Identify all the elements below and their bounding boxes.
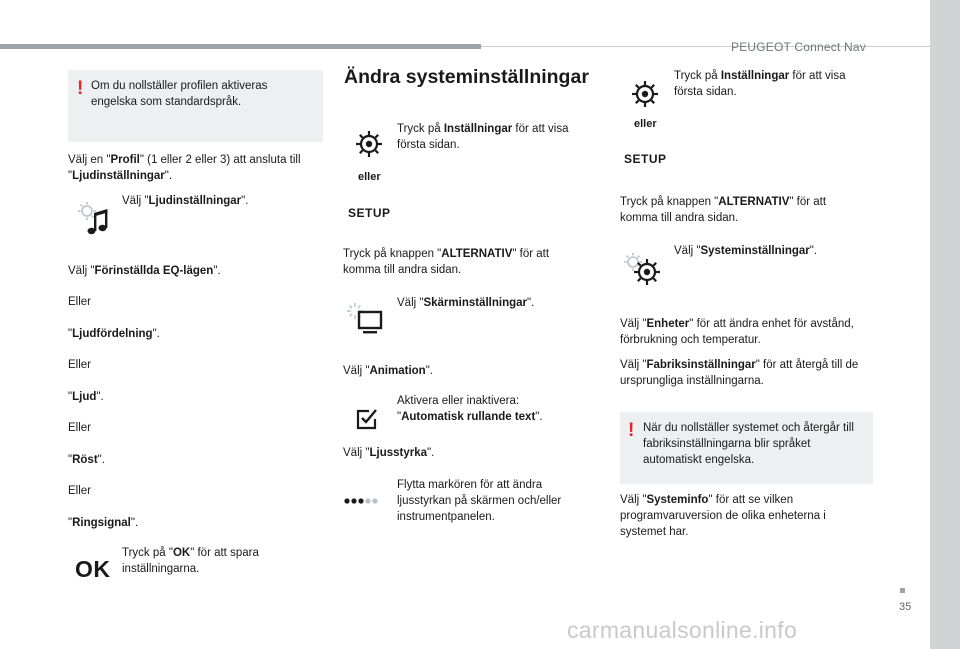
option-sound: "Ljud".	[68, 391, 104, 403]
brightness-slider-icon	[344, 496, 380, 506]
header-rule	[0, 44, 481, 49]
step-press-settings: Tryck på Inställningar för att visa första sidan.	[397, 123, 569, 151]
setup-button-label: SETUP	[348, 206, 391, 220]
step-toggle-auto-scroll: Aktivera eller inaktivera: "Automatisk rullande text".	[397, 395, 543, 423]
or-text: Eller	[68, 485, 92, 497]
paragraph-profile: Välj en "Profil" (1 eller 2 eller 3) att ansluta till "Ljudinställningar".	[68, 154, 301, 182]
gear-icon	[631, 80, 659, 108]
end-bullet	[900, 588, 905, 593]
page-header-title: PEUGEOT Connect Nav	[731, 40, 866, 54]
section-heading: Ändra systeminställningar	[344, 66, 589, 88]
gear-icon	[355, 130, 383, 158]
option-sound-distribution: "Ljudfördelning".	[68, 328, 160, 340]
or-label: eller	[358, 171, 381, 183]
warning-icon: !	[77, 78, 84, 99]
step-select-sound-settings: Välj "Ljudinställningar".	[122, 195, 249, 207]
note-text: Om du nollställer profilen aktiveras engelska som standardspråk.	[91, 80, 268, 108]
note-text: När du nollställer systemet och återgår till fabriksinställningarna blir språket automatiskt engelska.	[643, 422, 854, 466]
option-voice: "Röst".	[68, 454, 105, 466]
paragraph-options-button: Tryck på knappen "ALTERNATIV" för att komma till andra sidan.	[620, 196, 827, 224]
or-label: eller	[634, 118, 657, 130]
paragraph-factory-settings: Välj "Fabriksinställningar" för att återgå till de ursprungliga inställningarna.	[620, 359, 859, 387]
or-text: Eller	[68, 296, 92, 308]
step-select-display-settings: Välj "Skärminställningar".	[397, 297, 535, 309]
step-select-system-settings: Välj "Systeminställningar".	[674, 245, 818, 257]
or-text: Eller	[68, 359, 92, 371]
or-text: Eller	[68, 422, 92, 434]
page-number: 35	[899, 601, 912, 613]
step-adjust-brightness: Flytta markören för att ändra ljusstyrkan på skärmen och/eller instrumentpanelen.	[397, 479, 562, 523]
step-press-ok: Tryck på "OK" för att spara inställningarna.	[122, 547, 259, 575]
music-settings-icon	[74, 199, 110, 239]
warning-icon: !	[628, 420, 635, 441]
watermark: carmanualsonline.info	[567, 617, 798, 643]
setup-button-label: SETUP	[624, 152, 667, 166]
paragraph-animation: Välj "Animation".	[343, 365, 433, 377]
option-ringtone: "Ringsignal".	[68, 517, 139, 529]
system-settings-icon	[621, 250, 663, 288]
paragraph-system-info: Välj "Systeminfo" för att se vilken programvaruversion de olika enheterna i systemet har.	[620, 494, 826, 538]
paragraph-eq-presets: Välj "Förinställda EQ-lägen".	[68, 265, 221, 277]
paragraph-units: Välj "Enheter" för att ändra enhet för avstånd, förbrukning och temperatur.	[620, 318, 854, 346]
side-rail	[930, 0, 960, 649]
checkbox-icon	[355, 407, 379, 431]
paragraph-brightness: Välj "Ljusstyrka".	[343, 447, 435, 459]
step-press-settings: Tryck på Inställningar för att visa första sidan.	[674, 70, 846, 98]
display-settings-icon	[344, 300, 384, 340]
paragraph-options-button: Tryck på knappen "ALTERNATIV" för att komma till andra sidan.	[343, 248, 550, 276]
ok-button-icon: OK	[75, 556, 111, 582]
